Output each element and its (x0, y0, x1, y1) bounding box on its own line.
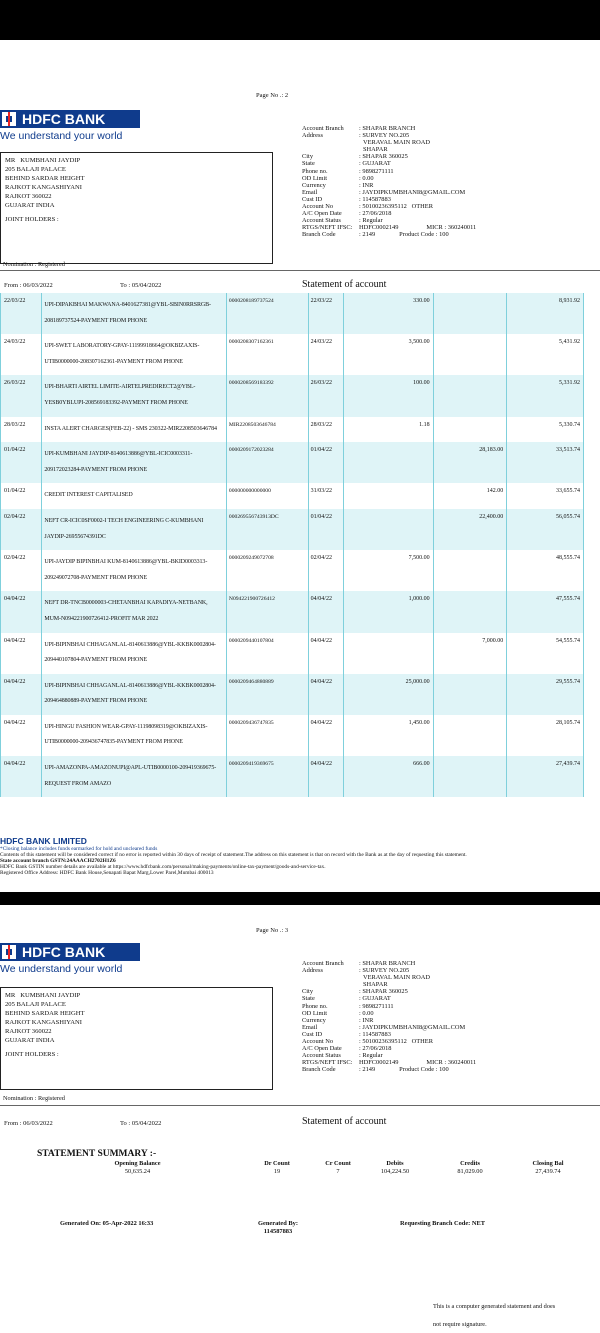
transaction-value-date: 04/04/22 (308, 756, 343, 797)
transaction-balance: 47,555.74 (507, 591, 584, 632)
transaction-deposit (433, 334, 507, 375)
page-number: Page No .: 2 (256, 92, 289, 99)
statement-page-2: Page No .: 2 HDFC BANK We understand your world MR KUMBHANI JAYDIP 205 BALAJI PALACE BEHIND SARDAR HEIGHT RAJKOT KANGASHIYANI RAJKOT 360022 GUJARAT INDIA JOINT HOLDERS : Account Branch : SHAPAR BRANCH Address : SURVEY NO.205 VERAVAL MAIN ROAD SHAPAR City : SHAPAR 360025 State : GUJARAT Phone no. : 9898271111 OD Limit : 0.00 Currency : INR Email : JAYDIPKUMBHANI8@GMAIL.COM Cust ID : 114587883 Account No : 50100236395112 OTHER A/C Open Date : 27/06/2018 Account Status : Regular RTGS/NEFT IFSC: HDFC0002149 MICR : 360240011 Branch Code : 2149 Product Code : 100 Nomination : Registered From : 06/03/2022 To : 05/04/2022 Statement of account 22/03/22 UPI-DIPAKBHAI MAKWANA-8401627381@YBL-SBIN0RRSRGB-208189737524-PAYMENT FROM PHONE 0000208189737524 22/03/22 330.00 8,931.92 24/03/22 UPI-SWET LABORATORY-GPAY-11199918664@OKBIZAXIS-UTIB0000000-208307162361-PAYMENT FROM PHONE 0000208307162361 24/03/22 3,500.00 5,431.92 26/03/22 UPI-BHARTI AIRTEL LIMITE-AIRTELPREDIRECT2@YBL-YESB0YBLUPI-208569183392-PAYMENT FROM PHONE 0000208569183392 26/03/22 100.00 5,331.92 28/03/22 INSTA ALERT CHARGES(FEB-22) - SMS 230322-MIR2208503646784 MIR2208503646784 28/03/22 1.18 5,330.74 01/04/22 UPI-KUMBHANI JAYDIP-8140613886@YBL-ICIC0003311-209172023284-PAYMENT FROM PHONE 0000209172023284 01/04/22 28,183.00 33,513.74 01/04/22 CREDIT INTEREST CAPITALISED 000000000000000 31/03/22 142.00 33,655.74 02/04/22 NEFT CR-ICIC0SF0002-I TECH ENGINEERING C-KUMBHANI JAYDIP-26955674391DC 000269556743913DC 01/04/22 22,400.00 56,055.74 02/04/22 UPI-JAYDIP BIPINBHAI KUM-8140613886@YBL-BKID0003313-209249072708-PAYMENT FROM PHONE 0000209249072708 02/04/22 7,500.00 48,555.74 04/04/22 NEFT DR-TNCB0000003-CHETANBHAI KAPADIYA-NETBANK, MUM-N094221900726412-PROFIT MAR 2022 N094221900726412 04/04/22 1,000.00 47,555.74 04/04/22 UPI-BIPINBHAI CHHAGANLAL-8140613886@YBL-KKBK0002804-209440107804-PAYMENT FROM PHONE 0000209440107804 04/04/22 7,000.00 54,555.74 04/04/22 UPI-BIPINBHAI CHHAGANLAL-8140613886@YBL-KKBK0002804-209464880889-PAYMENT FROM PHONE 0000209464880889 04/04/22 25,000.00 29,555.74 04/04/22 UPI-HINGU FASHION WEAR-GPAY-11198098319@OKBIZAXIS-UTIB0000000-209436747835-PAYMENT FROM PHONE 0000209436747835 04/04/22 1,450.00 28,105.74 04/04/22 UPI-AMAZONPA-AMAZONUPI@APL-UTIB0000100-209419369675-REQUEST FROM AMAZO 0000209419369675 04/04/22 666.00 27,439.74 HDFC BANK LIMITED *Closing balance includes funds earmarked for hold and uncleared funds Contents of this statement will be considered correct if no error is reported within 30 days of receipt of statement.The address on this statement is that on record with the Bank as at the day of requesting this statement. State account branch GSTN:24AAACH2702H1Z6 HDFC Bank GSTIN number details are available at https://www.hdfcbank.com/personal/making-payments/online-tax-payment/goods-and-service-tax. Registered Office Address: HDFC Bank House,Senapati Bapat Marg,Lower Parel,Mumbai 400013 (0, 40, 600, 892)
table-row (1, 293, 584, 334)
transaction-reference: 0000209419369675 (226, 756, 308, 797)
table-row (1, 417, 584, 443)
bank-logo: HDFC BANK We understand your world (0, 943, 140, 975)
address-line: RAJKOT 360022 (5, 192, 52, 200)
address-line: 205 BALAJI PALACE (5, 165, 66, 173)
transaction-balance: 5,431.92 (507, 334, 584, 375)
joint-holders: JOINT HOLDERS : (5, 216, 59, 224)
transaction-value-date: 04/04/22 (308, 715, 343, 756)
bank-logo: HDFC BANK We understand your world (0, 110, 140, 142)
transaction-narration: UPI-SWET LABORATORY-GPAY-11199918664@OKBIZAXIS-UTIB0000000-208307162361-PAYMENT FROM PHONE (42, 334, 227, 375)
transaction-date: 28/03/22 (1, 417, 42, 443)
summary-opening-balance: Opening Balance 50,635.24 (114, 1160, 161, 1175)
summary-credits: Credits 81,029.00 (457, 1160, 483, 1175)
footer-gstn: State account branch GSTN:24AAACH2702H1Z6 (0, 858, 116, 864)
table-row (1, 442, 584, 483)
transaction-deposit (433, 417, 507, 443)
table-row (1, 591, 584, 632)
transaction-deposit (433, 375, 507, 416)
transaction-narration: CREDIT INTEREST CAPITALISED (42, 483, 227, 509)
transaction-reference: 0000209172023284 (226, 442, 308, 483)
transaction-withdrawal: 1,450.00 (343, 715, 433, 756)
transaction-date: 01/04/22 (1, 442, 42, 483)
transaction-reference: 0000209464880889 (226, 674, 308, 715)
statement-title: Statement of account (302, 1116, 387, 1127)
transaction-withdrawal (343, 442, 433, 483)
transaction-withdrawal: 3,500.00 (343, 334, 433, 375)
transaction-balance: 29,555.74 (507, 674, 584, 715)
transaction-withdrawal: 666.00 (343, 756, 433, 797)
transaction-date: 04/04/22 (1, 633, 42, 674)
table-row (1, 674, 584, 715)
bank-tagline: We understand your world (0, 130, 123, 142)
transaction-date: 04/04/22 (1, 715, 42, 756)
transaction-deposit (433, 674, 507, 715)
summary-title: STATEMENT SUMMARY :- (37, 1149, 157, 1159)
transaction-withdrawal (343, 483, 433, 509)
account-info: Account Branch : SHAPAR BRANCH Address : SURVEY NO.205 VERAVAL MAIN ROAD SHAPAR City : SHAPAR 360025 State : GUJARAT Phone no. : 9898271111 OD Limit : 0.00 Currency : INR Email : JAYDIPKUMBHANI8@GMAIL.COM Cust ID : 114587883 Account No : 50100236395112 OTHER A/C Open Date : 27/06/2018 Account Status : Regular RTGS/NEFT IFSC: HDFC0002149 MICR : 360240011 Branch Code : 2149 Product Code : 100 (302, 960, 477, 1074)
summary-debits: Debits 104,224.50 (380, 1160, 410, 1175)
transaction-narration: UPI-KUMBHANI JAYDIP-8140613886@YBL-ICIC0003311-209172023284-PAYMENT FROM PHONE (42, 442, 227, 483)
table-row (1, 334, 584, 375)
transaction-balance: 48,555.74 (507, 550, 584, 591)
transaction-deposit (433, 756, 507, 797)
transaction-narration: UPI-BHARTI AIRTEL LIMITE-AIRTELPREDIRECT2@YBL-YESB0YBLUPI-208569183392-PAYMENT FROM PHONE (42, 375, 227, 416)
transaction-reference: MIR2208503646784 (226, 417, 308, 443)
address-line: GUJARAT INDIA (5, 1036, 55, 1044)
transaction-date: 02/04/22 (1, 550, 42, 591)
transaction-narration: UPI-HINGU FASHION WEAR-GPAY-11198098319@OKBIZAXIS-UTIB0000000-209436747835-PAYMENT FROM PHONE (42, 715, 227, 756)
transaction-deposit (433, 293, 507, 334)
address-line: BEHIND SARDAR HEIGHT (5, 1009, 85, 1017)
transaction-reference: 0000208189737524 (226, 293, 308, 334)
transaction-balance: 28,105.74 (507, 715, 584, 756)
transaction-narration: NEFT DR-TNCB0000003-CHETANBHAI KAPADIYA-NETBANK, MUM-N094221900726412-PROFIT MAR 2022 (42, 591, 227, 632)
page-number: Page No .: 3 (256, 927, 289, 934)
transaction-value-date: 28/03/22 (308, 417, 343, 443)
transaction-deposit (433, 550, 507, 591)
table-row (1, 375, 584, 416)
address-line: RAJKOT KANGASHIYANI (5, 183, 82, 191)
transaction-value-date: 22/03/22 (308, 293, 343, 334)
hdfc-logo-icon (2, 945, 16, 959)
transaction-withdrawal: 1,000.00 (343, 591, 433, 632)
transaction-value-date: 04/04/22 (308, 633, 343, 674)
transaction-withdrawal: 330.00 (343, 293, 433, 334)
transaction-reference: 000269556743913DC (226, 509, 308, 550)
transaction-deposit: 28,183.00 (433, 442, 507, 483)
transaction-withdrawal: 1.18 (343, 417, 433, 443)
nomination: Nomination : Registered (3, 1095, 65, 1102)
table-row (1, 756, 584, 797)
transaction-reference: 0000209440107804 (226, 633, 308, 674)
transaction-value-date: 04/04/22 (308, 591, 343, 632)
transaction-balance: 5,330.74 (507, 417, 584, 443)
joint-holders: JOINT HOLDERS : (5, 1051, 59, 1059)
footer-note: Contents of this statement will be considered correct if no error is reported within 30 days of receipt of statement.The address on this statement is that on record with the Bank as at the day of requesting this statement. (0, 852, 467, 858)
transaction-balance: 33,655.74 (507, 483, 584, 509)
generated-on: Generated On: 05-Apr-2022 16:33 (60, 1220, 154, 1227)
statement-footer (0, 836, 584, 876)
transaction-reference: N094221900726412 (226, 591, 308, 632)
generated-by: Generated By: 114587883 (258, 1220, 298, 1235)
transaction-narration: INSTA ALERT CHARGES(FEB-22) - SMS 230322-MIR2208503646784 (42, 417, 227, 443)
table-row (1, 715, 584, 756)
customer-name: MR KUMBHANI JAYDIP (5, 157, 81, 164)
transaction-balance: 54,555.74 (507, 633, 584, 674)
transaction-value-date: 01/04/22 (308, 442, 343, 483)
transaction-date: 26/03/22 (1, 375, 42, 416)
transaction-balance: 33,513.74 (507, 442, 584, 483)
transaction-narration: NEFT CR-ICIC0SF0002-I TECH ENGINEERING C-KUMBHANI JAYDIP-26955674391DC (42, 509, 227, 550)
requesting-branch: Requesting Branch Code: NET (400, 1220, 486, 1227)
transaction-value-date: 04/04/22 (308, 674, 343, 715)
transaction-withdrawal (343, 633, 433, 674)
transaction-date: 04/04/22 (1, 674, 42, 715)
hdfc-logo-icon (2, 112, 16, 126)
summary-closing-balance: Closing Bal 27,439.74 (532, 1160, 564, 1175)
transaction-balance: 56,055.74 (507, 509, 584, 550)
transaction-value-date: 01/04/22 (308, 509, 343, 550)
transaction-withdrawal: 7,500.00 (343, 550, 433, 591)
transaction-narration: UPI-JAYDIP BIPINBHAI KUM-8140613886@YBL-BKID0003313-209249072708-PAYMENT FROM PHONE (42, 550, 227, 591)
table-row (1, 633, 584, 674)
account-info: Account Branch : SHAPAR BRANCH Address : SURVEY NO.205 VERAVAL MAIN ROAD SHAPAR City : SHAPAR 360025 State : GUJARAT Phone no. : 9898271111 OD Limit : 0.00 Currency : INR Email : JAYDIPKUMBHANI8@GMAIL.COM Cust ID : 114587883 Account No : 50100236395112 OTHER A/C Open Date : 27/06/2018 Account Status : Regular RTGS/NEFT IFSC: HDFC0002149 MICR : 360240011 Branch Code : 2149 Product Code : 100 (302, 125, 477, 239)
transaction-deposit: 142.00 (433, 483, 507, 509)
transaction-deposit (433, 591, 507, 632)
nomination: Nomination : Registered (3, 261, 65, 268)
transaction-withdrawal: 25,000.00 (343, 674, 433, 715)
computer-generated-disclaimer: This is a computer generated statement and does not require signature. (433, 1303, 556, 1328)
customer-address-box (0, 152, 273, 264)
transaction-date: 04/04/22 (1, 591, 42, 632)
transaction-reference: 0000208569183392 (226, 375, 308, 416)
customer-name: MR KUMBHANI JAYDIP (5, 992, 81, 999)
transaction-deposit (433, 715, 507, 756)
transaction-balance: 8,931.92 (507, 293, 584, 334)
transaction-deposit: 22,400.00 (433, 509, 507, 550)
transaction-withdrawal (343, 509, 433, 550)
transaction-balance: 27,439.74 (507, 756, 584, 797)
summary-cr-count: Cr Count 7 (325, 1160, 351, 1175)
transaction-reference: 0000209249072708 (226, 550, 308, 591)
footer-bank-name: HDFC BANK LIMITED (0, 836, 87, 846)
table-row (1, 509, 584, 550)
transaction-date: 04/04/22 (1, 756, 42, 797)
address-line: RAJKOT 360022 (5, 1027, 52, 1035)
transaction-value-date: 26/03/22 (308, 375, 343, 416)
transaction-deposit: 7,000.00 (433, 633, 507, 674)
transaction-date: 01/04/22 (1, 483, 42, 509)
transaction-narration: UPI-BIPINBHAI CHHAGANLAL-8140613886@YBL-KKBK0002804-209440107804-PAYMENT FROM PHONE (42, 633, 227, 674)
transaction-reference: 000000000000000 (226, 483, 308, 509)
transaction-date: 02/04/22 (1, 509, 42, 550)
footer-gstn-note: HDFC Bank GSTIN number details are available at https://www.hdfcbank.com/personal/making-payments/online-tax-payment/goods-and-service-tax. (0, 864, 326, 870)
transaction-reference: 0000208307162361 (226, 334, 308, 375)
address-line: 205 BALAJI PALACE (5, 1000, 66, 1008)
transaction-narration: UPI-DIPAKBHAI MAKWANA-8401627381@YBL-SBIN0RRSRGB-208189737524-PAYMENT FROM PHONE (42, 293, 227, 334)
transaction-value-date: 02/04/22 (308, 550, 343, 591)
transaction-withdrawal: 100.00 (343, 375, 433, 416)
address-line: GUJARAT INDIA (5, 201, 55, 209)
table-row (1, 550, 584, 591)
transaction-date: 22/03/22 (1, 293, 42, 334)
transaction-value-date: 31/03/22 (308, 483, 343, 509)
summary-dr-count: Dr Count 19 (264, 1160, 290, 1175)
footer-registered-office: Registered Office Address: HDFC Bank House,Senapati Bapat Marg,Lower Parel,Mumbai 400013 (0, 870, 214, 876)
transaction-narration: UPI-BIPINBHAI CHHAGANLAL-8140613886@YBL-KKBK0002804-209464880889-PAYMENT FROM PHONE (42, 674, 227, 715)
statement-title: Statement of account (302, 279, 387, 290)
customer-address-box (0, 987, 273, 1090)
statement-page-3: Page No .: 3 HDFC BANK We understand your world MR KUMBHANI JAYDIP 205 BALAJI PALACE BEHIND SARDAR HEIGHT RAJKOT KANGASHIYANI RAJKOT 360022 GUJARAT INDIA JOINT HOLDERS : Account Branch : SHAPAR BRANCH Address : SURVEY NO.205 VERAVAL MAIN ROAD SHAPAR City : SHAPAR 360025 State : GUJARAT Phone no. : 9898271111 OD Limit : 0.00 Currency : INR Email : JAYDIPKUMBHANI8@GMAIL.COM Cust ID : 114587883 Account No : 50100236395112 OTHER A/C Open Date : 27/06/2018 Account Status : Regular RTGS/NEFT IFSC: HDFC0002149 MICR : 360240011 Branch Code : 2149 Product Code : 100 Nomination : Registered From : 06/03/2022 To : 05/04/2022 Statement of account STATEMENT SUMMARY :- Opening Balance 50,635.24 Dr Count 19 Cr Count 7 Debits 104,224.50 Credits 81,029.00 Closing Bal 27,439.74 Generated On: 05-Apr-2022 16:33 Generated By: 114587883 Requesting Branch Code: NET This is a computer generated statement and does not require signature. (0, 905, 600, 1333)
transaction-balance: 5,331.92 (507, 375, 584, 416)
footer-note: *Closing balance includes funds earmarked for hold and uncleared funds (0, 846, 158, 852)
bank-tagline: We understand your world (0, 963, 123, 975)
transaction-reference: 0000209436747835 (226, 715, 308, 756)
transaction-date: 24/03/22 (1, 334, 42, 375)
transactions-table (0, 293, 584, 797)
address-line: BEHIND SARDAR HEIGHT (5, 174, 85, 182)
transaction-narration: UPI-AMAZONPA-AMAZONUPI@APL-UTIB0000100-209419369675-REQUEST FROM AMAZO (42, 756, 227, 797)
address-line: RAJKOT KANGASHIYANI (5, 1018, 82, 1026)
transaction-value-date: 24/03/22 (308, 334, 343, 375)
table-row (1, 483, 584, 509)
